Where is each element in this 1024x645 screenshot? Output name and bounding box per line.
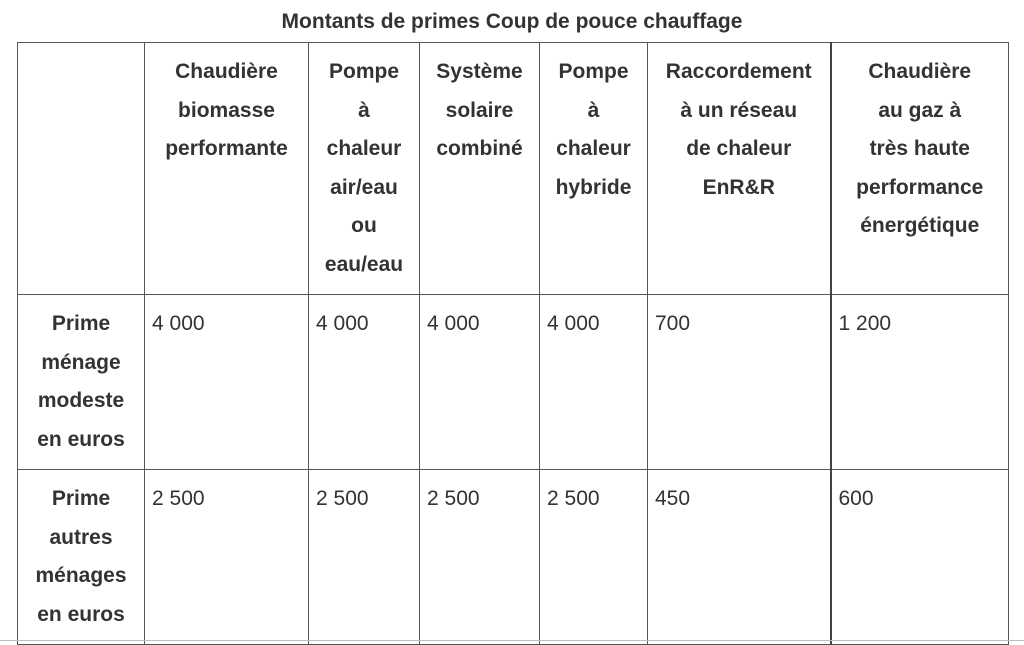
header-cell-raccordement: Raccordement à un réseau de chaleur EnR&R xyxy=(648,43,831,295)
header-cell-pompe-air-eau: Pompe à chaleur air/eau ou eau/eau xyxy=(309,43,420,295)
header-cell-chaudiere-gaz: Chaudière au gaz à très haute performance énergétique xyxy=(831,43,1009,295)
divider xyxy=(0,640,1024,641)
header-cell-empty xyxy=(18,43,145,295)
cell-value: 600 xyxy=(831,470,1009,645)
row-label-autres-menages: Prime autres ménages en euros xyxy=(18,470,145,645)
header-cell-systeme-solaire: Système solaire combiné xyxy=(420,43,540,295)
cell-value: 2 500 xyxy=(309,470,420,645)
cell-value: 2 500 xyxy=(420,470,540,645)
cell-value: 4 000 xyxy=(145,295,309,470)
header-cell-pompe-hybride: Pompe à chaleur hybride xyxy=(540,43,648,295)
row-label-menage-modeste: Prime ménage modeste en euros xyxy=(18,295,145,470)
cell-value: 2 500 xyxy=(145,470,309,645)
cell-value: 450 xyxy=(648,470,831,645)
table-row xyxy=(18,470,1009,645)
cell-value: 4 000 xyxy=(540,295,648,470)
header-row xyxy=(18,43,1009,295)
cell-value: 700 xyxy=(648,295,831,470)
cell-value: 2 500 xyxy=(540,470,648,645)
header-cell-chaudiere-biomasse: Chaudière biomasse performante xyxy=(145,43,309,295)
primes-table xyxy=(17,42,1009,645)
cell-value: 4 000 xyxy=(309,295,420,470)
table-row xyxy=(18,295,1009,470)
cell-value: 4 000 xyxy=(420,295,540,470)
table-title: Montants de primes Coup de pouce chauffage xyxy=(281,10,743,33)
cell-value: 1 200 xyxy=(831,295,1009,470)
